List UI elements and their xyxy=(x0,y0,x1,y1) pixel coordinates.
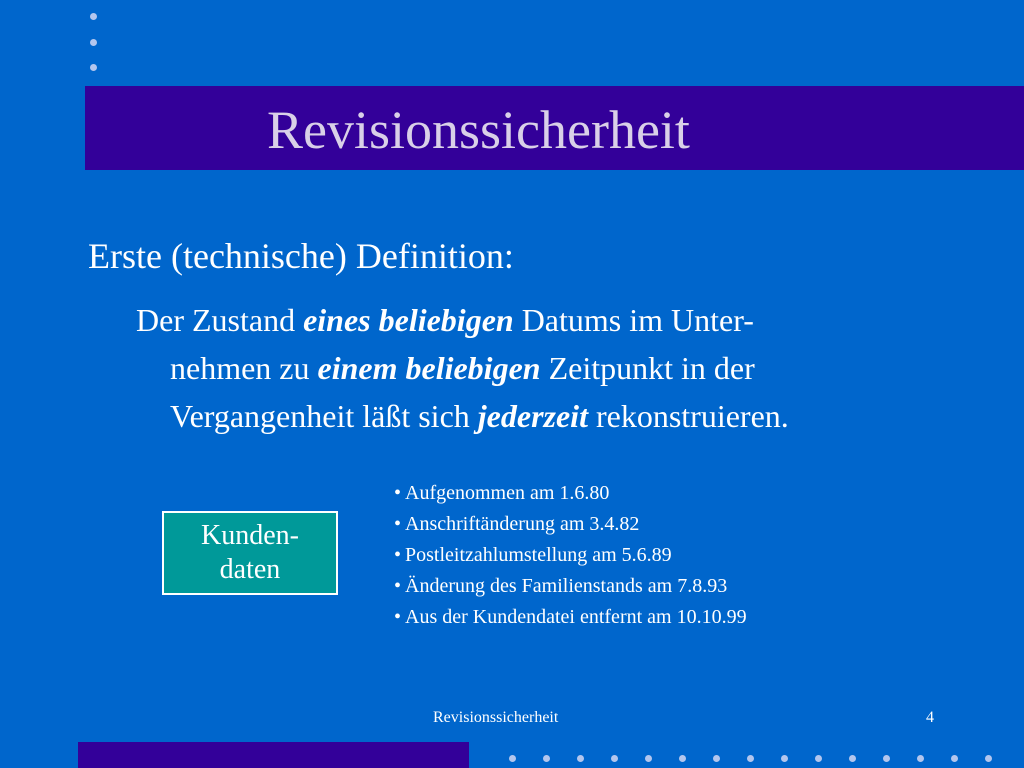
decor-dot xyxy=(90,64,97,71)
definition-fragment: Datums im Unter- xyxy=(513,302,754,338)
definition-heading: Erste (technische) Definition: xyxy=(88,236,514,276)
definition-line xyxy=(136,296,956,344)
decor-dot xyxy=(577,755,584,762)
definition-line xyxy=(136,344,956,392)
decor-dot xyxy=(781,755,788,762)
decor-dot xyxy=(90,13,97,20)
list-item xyxy=(394,602,747,633)
decor-dot xyxy=(543,755,550,762)
decor-dot xyxy=(509,755,516,762)
definition-fragment: Vergangenheit läßt sich xyxy=(170,398,478,434)
bullet-icon: • xyxy=(394,544,402,566)
decor-dot xyxy=(883,755,890,762)
footer-title: Revisionssicherheit xyxy=(433,709,559,726)
bullet-icon: • xyxy=(394,575,402,597)
definition-fragment: Der Zustand xyxy=(136,302,304,338)
decor-dot xyxy=(713,755,720,762)
definition-emphasis: jederzeit xyxy=(477,398,588,434)
definition-fragment: rekonstruieren. xyxy=(587,398,789,434)
definition-fragment: Zeitpunkt in der xyxy=(540,350,755,386)
bullet-icon: • xyxy=(394,606,402,628)
list-item xyxy=(394,540,747,571)
event-label: Postleitzahlumstellung am 5.6.89 xyxy=(405,544,672,566)
decor-dot xyxy=(645,755,652,762)
decor-dot xyxy=(679,755,686,762)
bullet-icon: • xyxy=(394,482,402,504)
customer-data-box xyxy=(162,511,338,595)
list-item xyxy=(394,571,747,602)
definition-text xyxy=(136,296,956,440)
definition-fragment: nehmen zu xyxy=(170,350,318,386)
event-label: Aufgenommen am 1.6.80 xyxy=(405,482,610,504)
list-item xyxy=(394,478,747,509)
event-label: Aus der Kundendatei entfernt am 10.10.99 xyxy=(405,606,747,628)
decor-dot xyxy=(815,755,822,762)
bullet-icon: • xyxy=(394,513,402,535)
list-item xyxy=(394,509,747,540)
slide-title: Revisionssicherheit xyxy=(267,100,690,160)
customer-data-box-line: daten xyxy=(219,554,281,585)
customer-data-box-line: Kunden- xyxy=(201,520,299,551)
decor-dot xyxy=(849,755,856,762)
event-label: Anschriftänderung am 3.4.82 xyxy=(405,513,640,535)
decor-dot xyxy=(985,755,992,762)
page-number: 4 xyxy=(926,709,934,726)
event-list xyxy=(394,478,747,633)
decor-dot xyxy=(917,755,924,762)
footer-band xyxy=(78,742,469,768)
definition-line xyxy=(136,392,956,440)
decor-dot xyxy=(90,39,97,46)
definition-emphasis: einem beliebigen xyxy=(317,350,541,386)
decor-dot xyxy=(611,755,618,762)
decor-dot xyxy=(951,755,958,762)
decor-dot xyxy=(747,755,754,762)
definition-emphasis: eines beliebigen xyxy=(303,302,514,338)
event-label: Änderung des Familienstands am 7.8.93 xyxy=(405,575,728,597)
